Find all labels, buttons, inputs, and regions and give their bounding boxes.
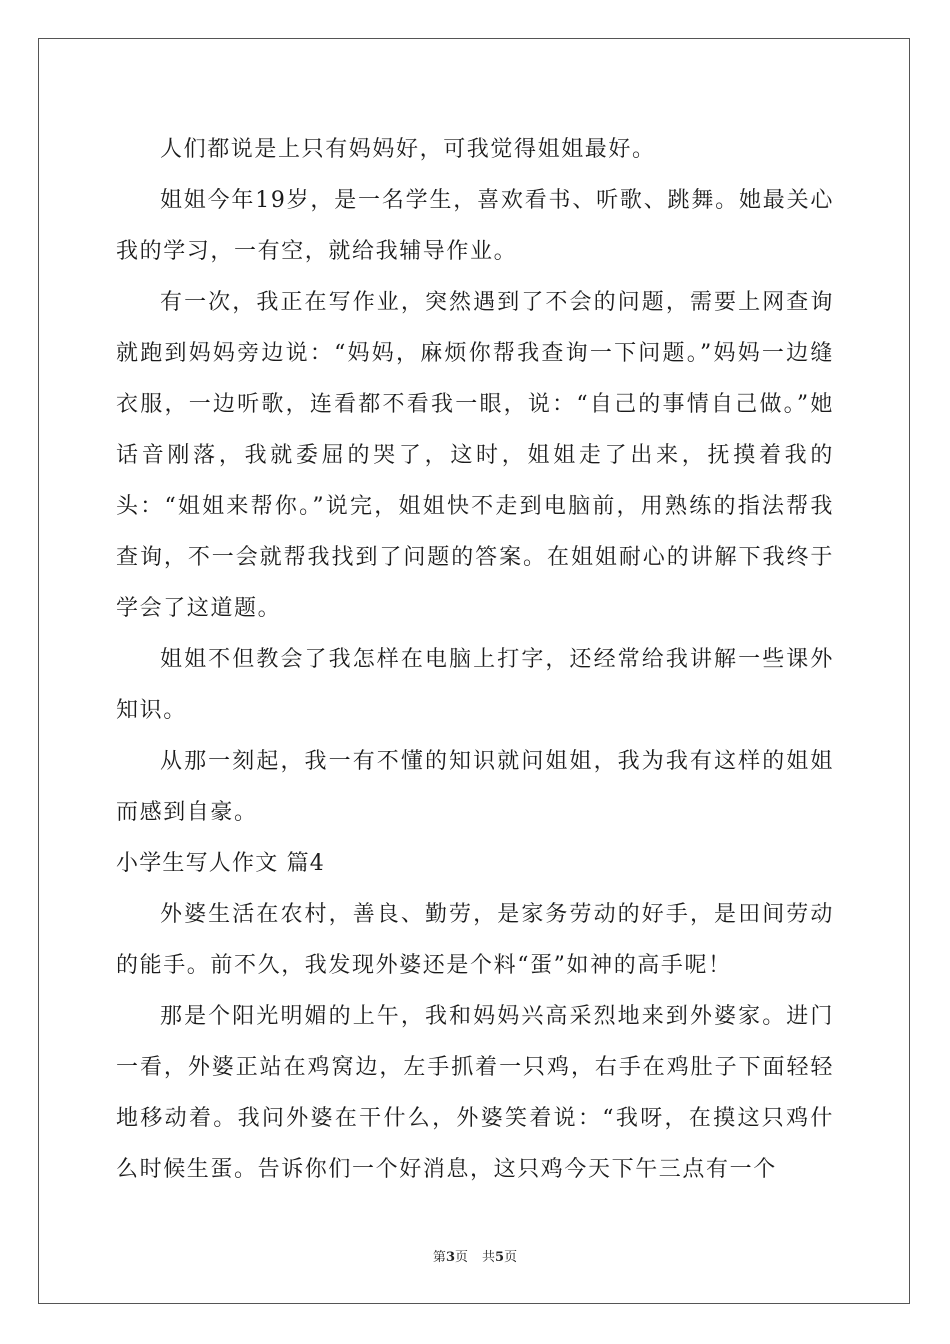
total-suffix: 页	[504, 1250, 518, 1265]
paragraph: 外婆生活在农村，善良、勤劳，是家务劳动的好手，是田间劳动的能手。前不久，我发现外婆还是个料“蛋”如神的高手呢！	[116, 902, 834, 978]
current-page-number: 3	[445, 1250, 455, 1265]
section-title: 小学生写人作文 篇4	[116, 851, 325, 876]
total-prefix: 共	[482, 1250, 496, 1265]
page-footer	[0, 1246, 950, 1265]
paragraph: 姐姐今年19岁，是一名学生，喜欢看书、听歌、跳舞。她最关心我的学习，一有空，就给我辅导作业。	[116, 188, 834, 264]
paragraph: 姐姐不但教会了我怎样在电脑上打字，还经常给我讲解一些课外知识。	[116, 647, 834, 723]
paragraph: 那是个阳光明媚的上午，我和妈妈兴高采烈地来到外婆家。进门一看，外婆正站在鸡窝边，左手抓着一只鸡，右手在鸡肚子下面轻轻地移动着。我问外婆在干什么，外婆笑着说：“我呀，在摸这只鸡什么时候生蛋。告诉你们一个好消息，这只鸡今天下午三点有一个	[116, 1004, 834, 1182]
total-page-number: 5	[495, 1250, 505, 1265]
page-suffix: 页	[454, 1250, 468, 1265]
page-prefix: 第	[432, 1250, 446, 1265]
document-body	[116, 124, 834, 1195]
paragraph: 人们都说是上只有妈妈好，可我觉得姐姐最好。	[160, 137, 656, 162]
paragraph: 从那一刻起，我一有不懂的知识就问姐姐，我为我有这样的姐姐而感到自豪。	[116, 749, 834, 825]
paragraph: 有一次，我正在写作业，突然遇到了不会的问题，需要上网查询就跑到妈妈旁边说：“妈妈，麻烦你帮我查询一下问题。”妈妈一边缝衣服，一边听歌，连看都不看我一眼，说：“自己的事情自己做。”她话音刚落，我就委屈的哭了，这时，姐姐走了出来，抚摸着我的头：“姐姐来帮你。”说完，姐姐快不走到电脑前，用熟练的指法帮我查询，不一会就帮我找到了问题的答案。在姐姐耐心的讲解下我终于学会了这道题。	[116, 290, 834, 621]
